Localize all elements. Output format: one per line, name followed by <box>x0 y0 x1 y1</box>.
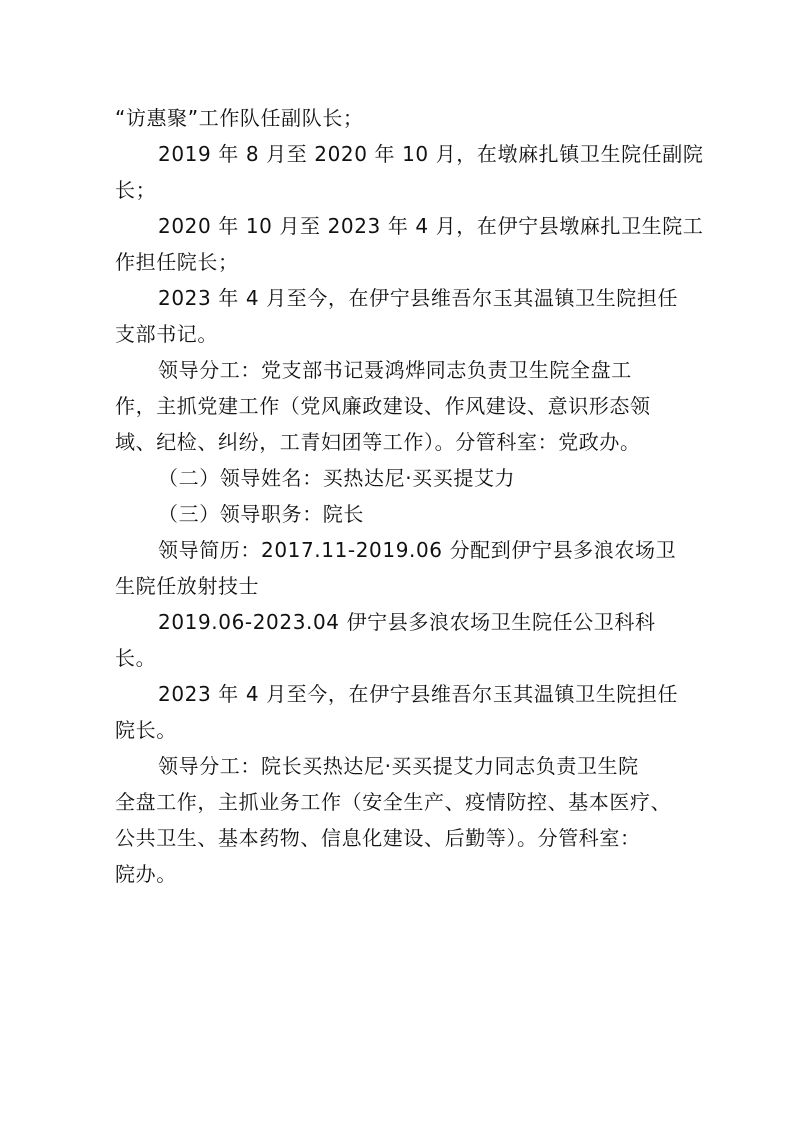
text-line: 公共卫生、基本药物、信息化建设、后勤等）。分管科室： <box>115 826 641 850</box>
text-line: 2023 年 4 月至今，在伊宁县维吾尔玉其温镇卫生院担任 <box>158 286 679 310</box>
text-line: 2023 年 4 月至今，在伊宁县维吾尔玉其温镇卫生院担任 <box>158 682 679 706</box>
text-line: 全盘工作，主抓业务工作（安全生产、疫情防控、基本医疗、 <box>115 790 672 814</box>
text-line: 作担任院长； <box>115 250 239 274</box>
text-line: 作，主抓党建工作（党风廉政建设、作风建设、意识形态领 <box>115 394 651 418</box>
text-line: （二）领导姓名：买热达尼·买买提艾力 <box>158 466 516 490</box>
text-line: （三）领导职务：院长 <box>158 502 364 526</box>
text-line: 领导分工：党支部书记聂鸿烨同志负责卫生院全盘工 <box>158 358 632 382</box>
text-line: 长。 <box>115 646 157 670</box>
text-line: 2019.06-2023.04 伊宁县多浪农场卫生院任公卫科科 <box>158 610 656 634</box>
text-line: 领导分工：院长买热达尼·买买提艾力同志负责卫生院 <box>158 754 639 778</box>
text-line: 支部书记。 <box>115 322 218 346</box>
text-line: 长； <box>115 178 157 202</box>
text-line: 领导简历：2017.11-2019.06 分配到伊宁县多浪农场卫 <box>158 538 677 562</box>
document-body <box>115 100 704 892</box>
text-line: 2019 年 8 月至 2020 年 10 月，在墩麻扎镇卫生院任副院 <box>158 142 704 166</box>
text-line: 院长。 <box>115 718 177 742</box>
text-line: 域、纪检、纠纷，工青妇团等工作）。分管科室：党政办。 <box>115 430 641 454</box>
text-line: “访惠聚”工作队任副队长； <box>115 106 364 130</box>
text-line: 院办。 <box>115 862 177 886</box>
text-line: 2020 年 10 月至 2023 年 4 月，在伊宁县墩麻扎卫生院工 <box>158 214 704 238</box>
text-line: 生院任放射技士 <box>115 574 260 598</box>
